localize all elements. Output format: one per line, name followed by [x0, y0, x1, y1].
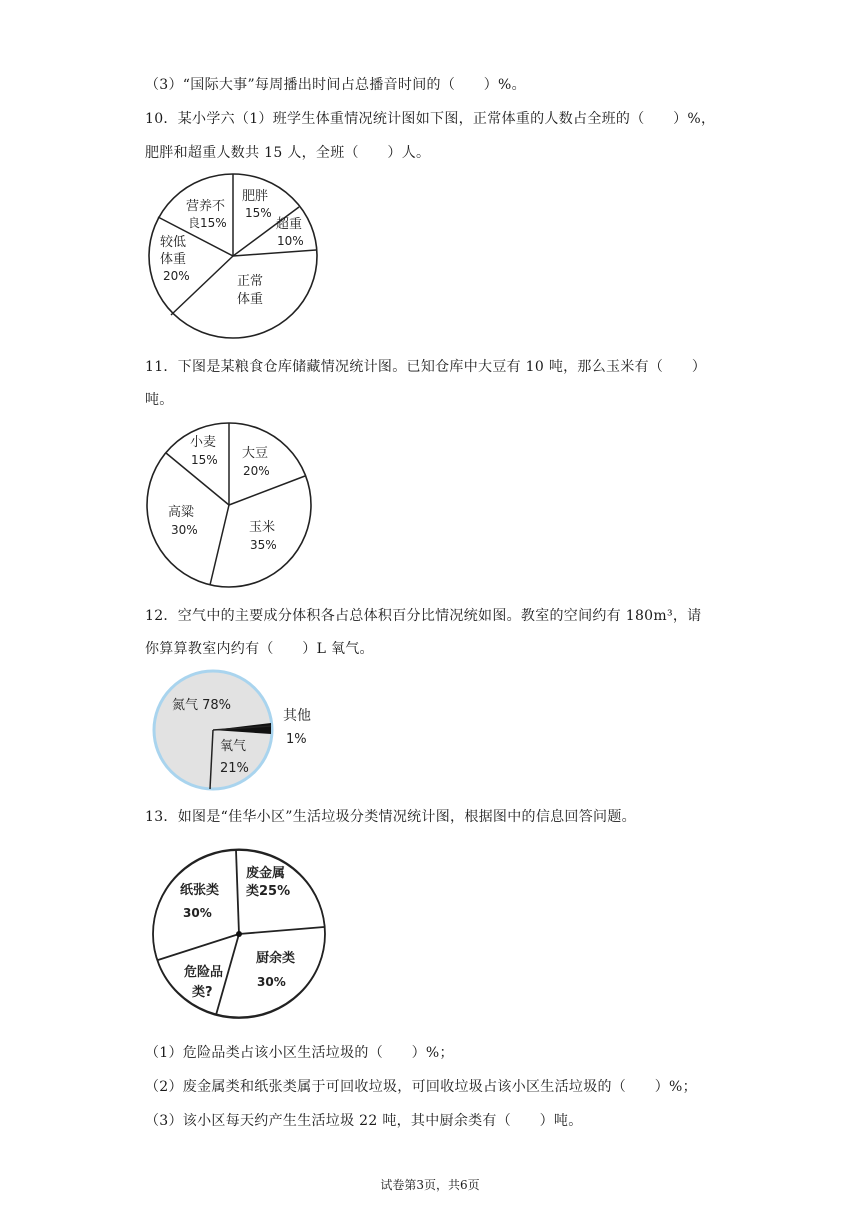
q11-label-xiaomai: 小麦 — [190, 435, 217, 450]
q12-label-qita-pct: 1% — [286, 732, 307, 747]
q13-label-zhizhang: 纸张类 — [180, 883, 220, 898]
q13-part3: （3）该小区每天约产生生活垃圾 22 吨，其中厨余类有（ ）吨。 — [145, 1113, 583, 1129]
q10-label-feipang-pct: 15% — [245, 206, 272, 220]
q11-label-yumi: 玉米 — [249, 520, 276, 535]
q13-label-weixianpin: 危险品 — [184, 965, 224, 980]
q12-text-line1: 12．空气中的主要成分体积各占总体积百分比情况统如图。教室的空间约有 180m³，请 — [145, 608, 702, 624]
page-footer: 试卷第3页，共6页 — [380, 1178, 480, 1192]
q12-label-yangqi: 氧气 — [220, 739, 247, 754]
q11-label-dadou: 大豆 — [242, 446, 269, 461]
q11-label-gaoliang: 高粱 — [168, 505, 195, 520]
q13-pie-chart — [150, 838, 328, 1020]
q10-label-zhengchang: 正常 — [237, 274, 264, 289]
q10-label-feipang: 肥胖 — [242, 189, 269, 204]
q12-label-danqi: 氮气 78% — [172, 698, 232, 713]
q11-label-gaoliang-pct: 30% — [171, 523, 198, 537]
q13-label-feijinshu: 废金属 — [246, 866, 286, 881]
q13-label-zhizhang-pct: 30% — [183, 906, 212, 920]
q11-label-xiaomai-pct: 15% — [191, 453, 218, 467]
q11-text-line1: 11．下图是某粮食仓库储藏情况统计图。已知仓库中大豆有 10 吨，那么玉米有（ ） — [145, 359, 707, 375]
q9-part3: （3）“国际大事”每周播出时间占总播音时间的（ ）%。 — [145, 77, 526, 93]
q10-label-jiaodi-pct: 20% — [163, 269, 190, 283]
q10-text-line2: 肥胖和超重人数共 15 人，全班（ ）人。 — [145, 145, 431, 161]
q13-text-line1: 13．如图是“佳华小区”生活垃圾分类情况统计图，根据图中的信息回答问题。 — [145, 809, 636, 825]
q10-label-chaozhong: 超重 — [276, 217, 303, 232]
q13-part2: （2）废金属类和纸张类属于可回收垃圾，可回收垃圾占该小区生活垃圾的（ ）%； — [145, 1079, 697, 1095]
q11-text-line2: 吨。 — [145, 392, 174, 408]
q13-label-feijinshu-pct: 类25% — [246, 884, 291, 899]
q10-label-yingyang-pct: 良15% — [188, 216, 227, 230]
q10-label-tizhong: 体重 — [237, 292, 264, 307]
q12-label-qita: 其他 — [283, 708, 311, 724]
q13-part1: （1）危险品类占该小区生活垃圾的（ ）%； — [145, 1045, 454, 1061]
q10-label-yingyang: 营养不 — [186, 199, 226, 214]
q12-text-line2: 你算算教室内约有（ ）L 氧气。 — [145, 641, 374, 657]
q13-label-weixianpin-q: 类? — [192, 985, 213, 1000]
q11-label-yumi-pct: 35% — [250, 538, 277, 552]
q12-pie-chart — [152, 669, 322, 793]
q11-pie-chart — [144, 421, 314, 589]
q10-text-line1: 10．某小学六（1）班学生体重情况统计图如下图，正常体重的人数占全班的（ ）%， — [145, 111, 716, 127]
q10-label-chaozhong-pct: 10% — [277, 234, 304, 248]
q12-label-yangqi-pct: 21% — [220, 761, 249, 776]
q10-label-jiaodi-tizhong: 体重 — [160, 252, 187, 267]
q10-label-jiaodi: 较低 — [160, 235, 187, 250]
q13-center-dot — [236, 931, 242, 937]
q10-pie-chart — [146, 172, 321, 340]
q11-label-dadou-pct: 20% — [243, 464, 270, 478]
q13-label-chuyu-pct: 30% — [257, 975, 286, 989]
q13-label-chuyu: 厨余类 — [256, 951, 296, 966]
